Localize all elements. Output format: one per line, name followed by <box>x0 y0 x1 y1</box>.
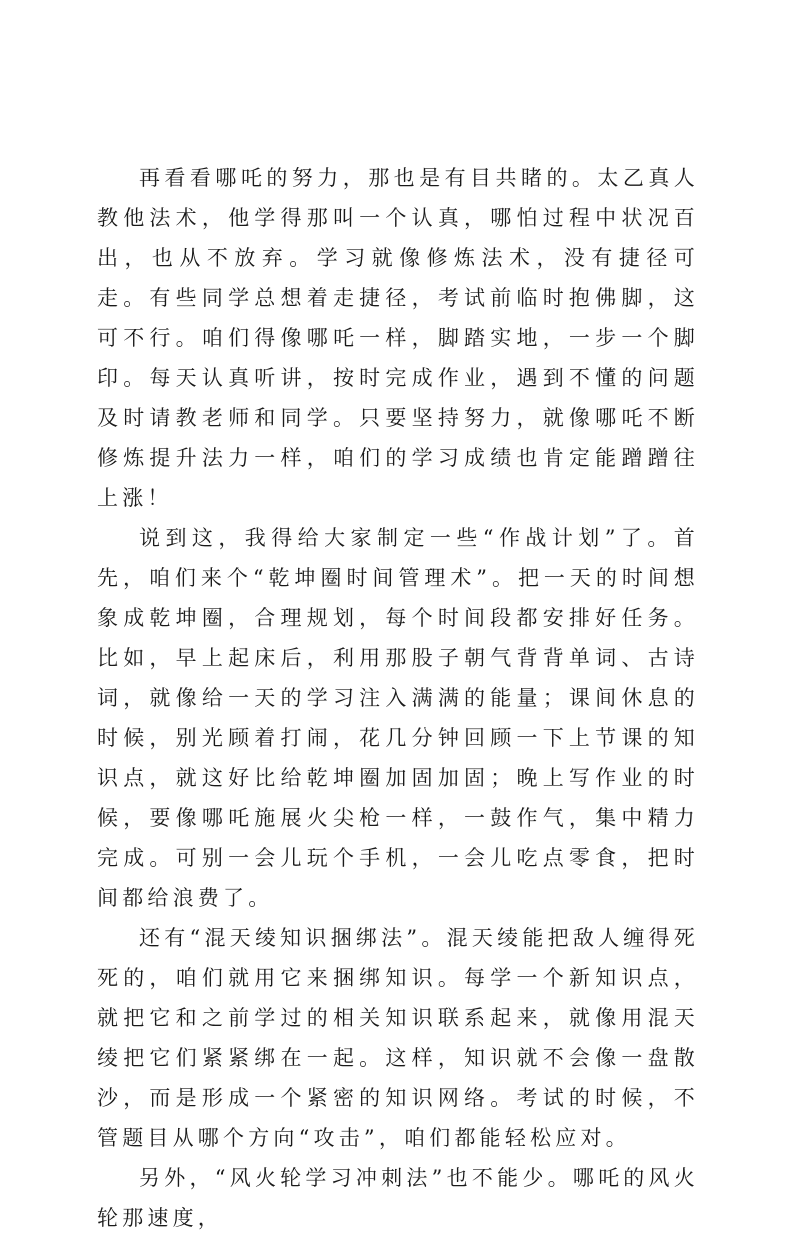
paragraph-battle-plan: 说到这，我得给大家制定一些“作战计划”了。首先，咱们来个“乾坤圈时间管理术”。把一天的时间想象成乾坤圈，合理规划，每个时间段都安排好任务。比如，早上起床后，利用那股子朝气背背单词、古诗词，就像给一天的学习注入满满的能量；课间休息的时候，别光顾着打闹，花几分钟回顾一下上节课的知识点，就这好比给乾坤圈加固加固；晚上写作业的时候，要像哪吒施展火尖枪一样，一鼓作气，集中精力完成。可别一会儿玩个手机，一会儿吃点零食，把时间都给浪费了。 <box>97 526 699 910</box>
document-page <box>97 158 699 1238</box>
paragraph-effort: 再看看哪吒的努力，那也是有目共睹的。太乙真人教他法术，他学得那叫一个认真，哪怕过程中状况百出，也从不放弃。学习就像修炼法术，没有捷径可走。有些同学总想着走捷径，考试前临时抱佛脚，这可不行。咱们得像哪吒一样，脚踏实地，一步一个脚印。每天认真听讲，按时完成作业，遇到不懂的问题及时请教老师和同学。只要坚持努力，就像哪吒不断修炼提升法力一样，咱们的学习成绩也肯定能蹭蹭往上涨！ <box>97 166 699 510</box>
paragraph-sprint-method: 另外，“风火轮学习冲刺法”也不能少。哪吒的风火轮那速度， <box>97 1166 699 1230</box>
paragraph-knowledge-binding: 还有“混天绫知识捆绑法”。混天绫能把敌人缠得死死的，咱们就用它来捆绑知识。每学一个新知识点，就把它和之前学过的相关知识联系起来，就像用混天绫把它们紧紧绑在一起。这样，知识就不会像一盘散沙，而是形成一个紧密的知识网络。考试的时候，不管题目从哪个方向“攻击”，咱们都能轻松应对。 <box>97 926 699 1150</box>
